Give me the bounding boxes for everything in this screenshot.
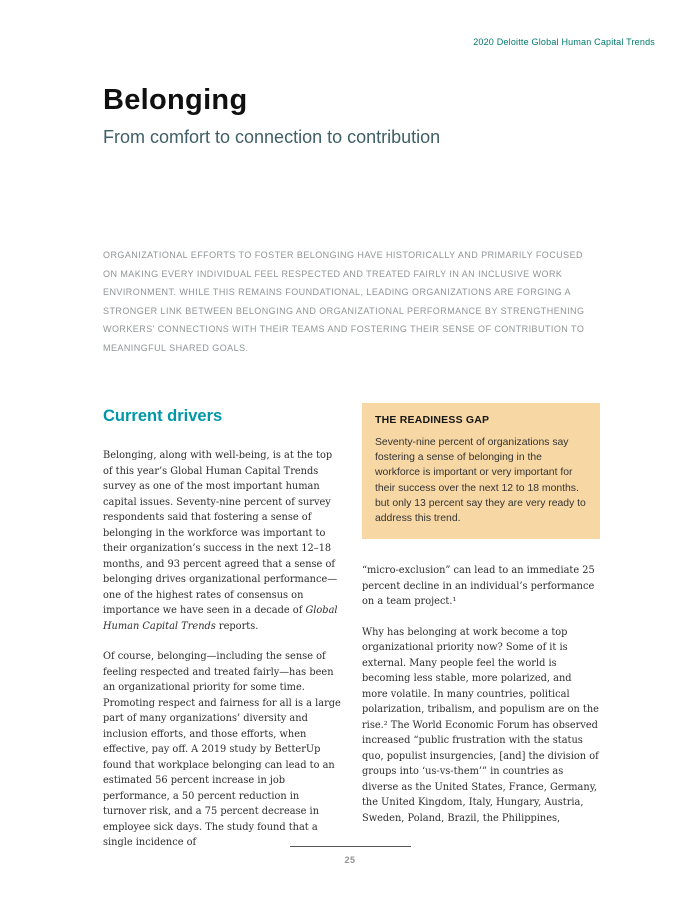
right-column-text: [362, 563, 600, 826]
left-column-text: [103, 448, 341, 851]
report-header: 2020 Deloitte Global Human Capital Trends: [473, 37, 655, 47]
body-paragraph: “micro-exclusion” can lead to an immediate 25 percent decline in an individual’s performance on a team project.¹: [362, 565, 595, 608]
callout-title: THE READINESS GAP: [375, 414, 490, 426]
section-heading-current-drivers: Current drivers: [103, 407, 223, 425]
body-paragraph: Of course, belonging—including the sense of feeling respected and treated fairly—has been an organizational priority for some time. Promoting respect and fairness for all is a large part of many organizations’ diversity and inclusion efforts, and those efforts, when effective, pay off. A 2019 study by BetterUp found that workplace belonging can lead to an estimated 56 percent increase in job performance, a 50 percent reduction in turnover risk, and a 75 percent decrease in employee sick days. The study found that a single incidence of: [103, 651, 341, 848]
body-paragraph: Belonging, along with well-being, is at the top of this year’s Global Human Capital Trends survey as one of the most important human capital issues. Seventy-nine percent of survey respondents said that fostering a sense of belonging in the workforce was important to their organization’s success in the next 12–18 months, and 93 percent agreed that a sense of belonging drives organizational performance—one of the highest rates of consensus on importance we have seen in a decade of Global Human Capital Trends reports.: [103, 450, 338, 632]
two-column-body: [103, 403, 601, 866]
body-paragraph: Why has belonging at work become a top organizational priority now? Some of it is external. Many people feel the world is becoming less stable, more polarized, and more volatile. In many countries, political polarization, tribalism, and populism are on the rise.² The World Economic Forum has observed increased “public frustration with the status quo, populist insurgencies, [and] the division of groups into ‘us-vs-them’” in countries as diverse as the United States, France, Germany, the United Kingdom, Italy, Hungary, Austria, Sweden, Poland, Brazil, the Philippines,: [362, 626, 599, 824]
left-column: [103, 403, 341, 866]
callout-body: Seventy-nine percent of organizations say fostering a sense of belonging in the workforce is important or very important for their success over the next 12 to 18 months. but only 13 percent say they are very ready to address this trend.: [375, 437, 586, 525]
page-title: Belonging: [103, 84, 248, 116]
page-subtitle: From comfort to connection to contribution: [103, 127, 441, 147]
readiness-gap-callout: [362, 403, 600, 539]
right-column: [362, 403, 600, 866]
intro-paragraph: ORGANIZATIONAL EFFORTS TO FOSTER BELONGING HAVE HISTORICALLY AND PRIMARILY FOCUSED ON MAKING EVERY INDIVIDUAL FEEL RESPECTED AND TREATED FAIRLY IN AN INCLUSIVE WORK ENVIRONMENT. WHILE THIS REMAINS FOUNDATIONAL, LEADING ORGANIZATIONS ARE FORGING A STRONGER LINK BETWEEN BELONGING AND ORGANIZATIONAL PERFORMANCE BY STRENGTHENING WORKERS’ CONNECTIONS WITH THEIR TEAMS AND FOSTERING THEIR SENSE OF CONTRIBUTION TO MEANINGFUL SHARED GOALS.: [103, 250, 585, 353]
footer-rule: [290, 846, 411, 847]
page-number: 25: [344, 855, 356, 865]
